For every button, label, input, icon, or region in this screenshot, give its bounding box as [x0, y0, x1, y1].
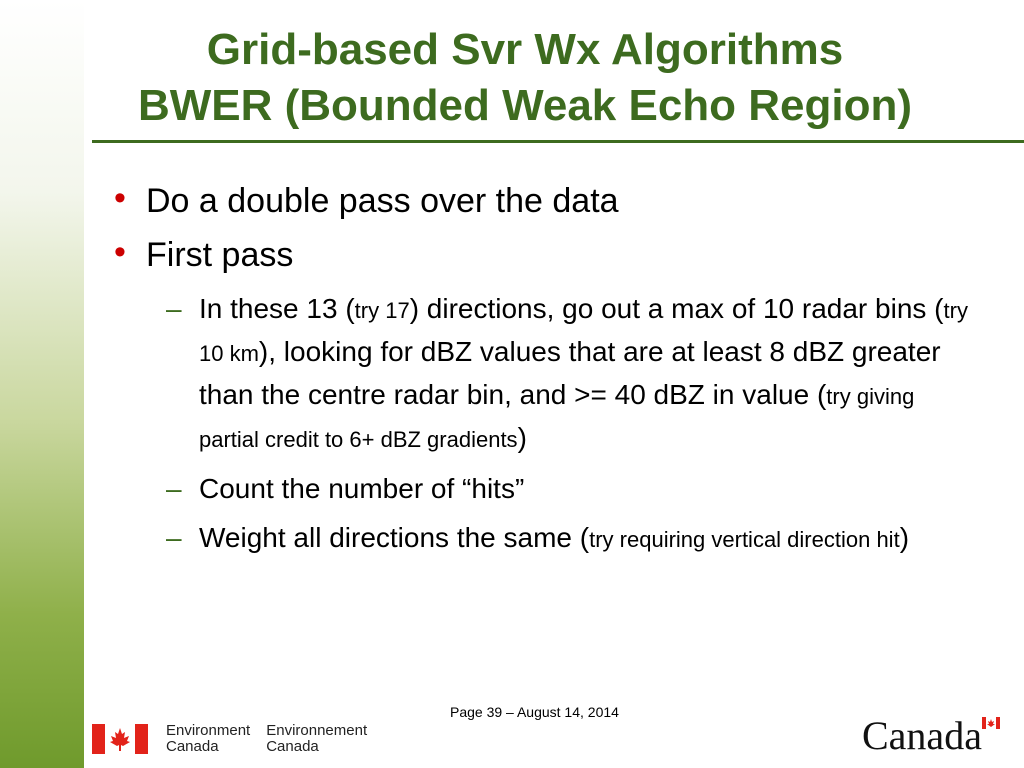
text-part: ): [517, 422, 527, 453]
dash-icon: –: [166, 473, 182, 504]
sub-bullet-text: [199, 293, 968, 453]
org-fr-line-2: Canada: [266, 738, 319, 755]
text-part: ): [899, 522, 910, 553]
bullet-text: Do a double pass over the data: [146, 182, 619, 220]
org-name-english: [166, 723, 250, 755]
government-signature: [92, 722, 383, 756]
bullet-icon: •: [114, 233, 126, 271]
org-fr-line-1: Environnement: [266, 722, 368, 739]
text-part: ) directions, go out a max of 10 radar bins (: [409, 293, 944, 324]
bullet-text: First pass: [146, 236, 294, 274]
canada-flag-icon: [92, 724, 148, 754]
slide-title: [0, 22, 1024, 134]
dash-icon: –: [166, 522, 182, 553]
org-en-line-1: Environment: [166, 722, 251, 739]
sub-bullet-item: [110, 288, 970, 460]
bullet-icon: •: [114, 179, 126, 217]
canada-wordmark: Canada: [862, 713, 982, 758]
sub-bullet-item: [110, 468, 970, 509]
title-line-2: BWER (Bounded Weak Echo Region): [137, 81, 913, 130]
sub-bullet-item: [110, 517, 970, 560]
small-note: try 10 km: [199, 298, 968, 366]
title-divider: [92, 140, 1024, 143]
bullet-item: [110, 180, 970, 222]
small-note: try requiring vertical direction hit: [589, 527, 900, 552]
small-note: try 17: [354, 298, 410, 323]
org-en-line-2: Canada: [166, 738, 219, 755]
sub-bullet-text: [199, 522, 909, 553]
page-footer: Page 39 – August 14, 2014: [450, 704, 619, 720]
org-name-french: [266, 723, 367, 755]
text-part: Weight all directions the same (: [199, 522, 590, 553]
sub-bullet-text: Count the number of “hits”: [199, 473, 525, 504]
slide-content: [110, 180, 970, 568]
small-note: try giving partial credit to 6+ dBZ gradients: [199, 384, 915, 452]
text-part: ), looking for dBZ values that are at least 8 dBZ greater than the centre radar bin, and >= 40 dBZ in value (: [199, 336, 941, 410]
wordmark-flag-icon: [982, 717, 1000, 729]
title-line-1: Grid-based Svr Wx Algorithms: [206, 25, 844, 74]
text-part: In these 13 (: [199, 293, 355, 324]
bullet-item: [110, 234, 970, 276]
dash-icon: –: [166, 293, 182, 324]
